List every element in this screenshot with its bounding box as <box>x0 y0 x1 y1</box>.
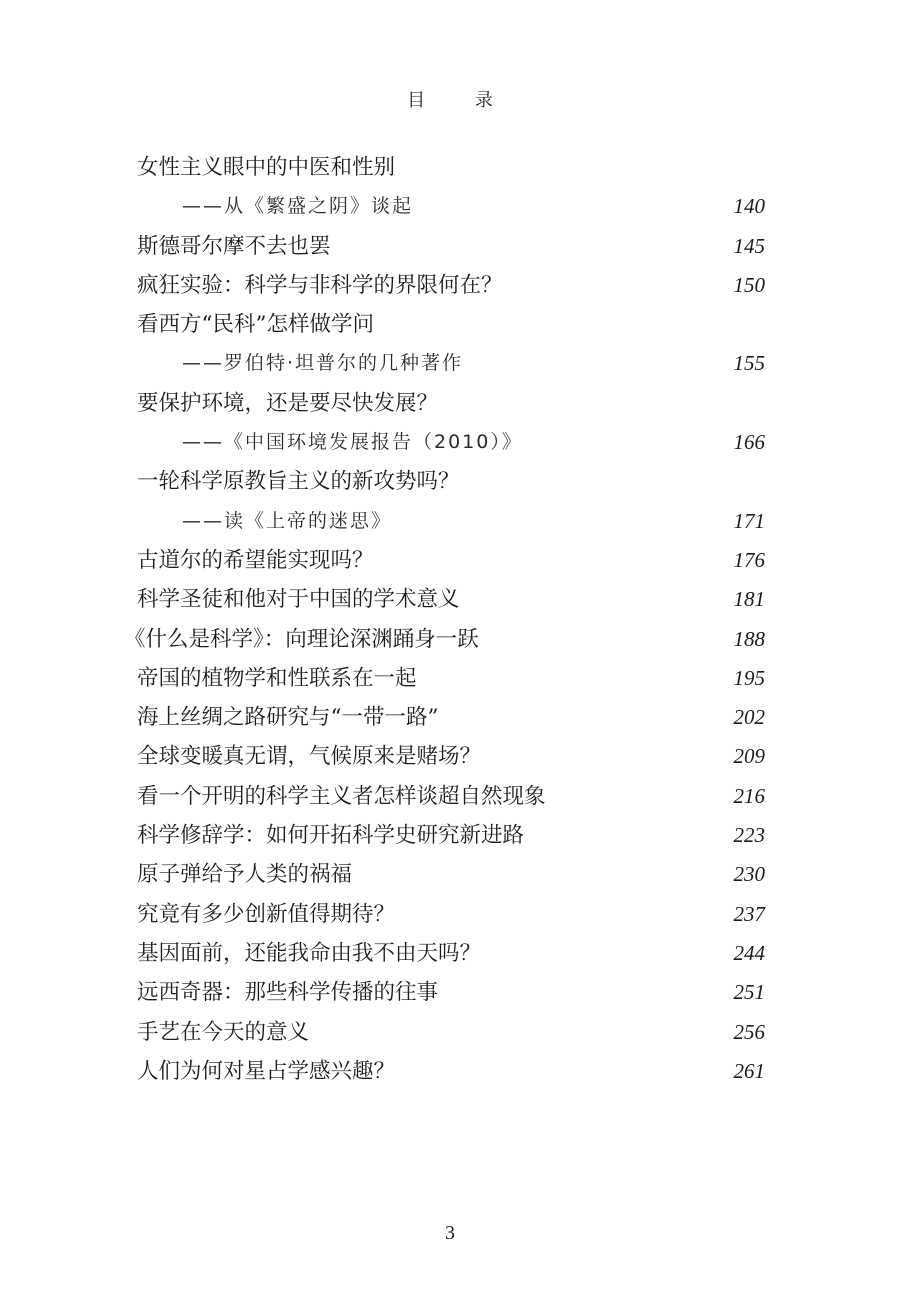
toc-entry-page-number: 176 <box>733 547 765 572</box>
toc-entry <box>0 384 900 423</box>
toc-entry-page-number: 209 <box>733 744 765 769</box>
toc-entry-page-number: 140 <box>733 194 765 219</box>
toc-entry <box>0 620 900 659</box>
toc-entry-title: 海上丝绸之路研究与“一带一路” <box>137 705 439 731</box>
toc-entry <box>0 816 900 855</box>
toc-entry-title: 古道尔的希望能实现吗？ <box>137 547 374 573</box>
toc-entry-page-number: 145 <box>733 233 765 258</box>
toc-entry-title: 科学修辞学：如何开拓科学史研究新进路 <box>137 823 525 849</box>
toc-entry-page-number: 244 <box>733 940 765 965</box>
toc-entry <box>0 777 900 816</box>
toc-entry <box>0 305 900 344</box>
toc-entry <box>0 580 900 619</box>
toc-entry-subtitle: ——《中国环境发展报告（2010）》 <box>182 431 523 454</box>
toc-entry-title: 女性主义眼中的中医和性别 <box>137 155 396 180</box>
toc-entry <box>0 423 900 462</box>
toc-entry <box>0 148 900 187</box>
toc-entry-title: 科学圣徒和他对于中国的学术意义 <box>137 587 460 613</box>
toc-list <box>0 148 900 1091</box>
toc-entry-page-number: 261 <box>733 1058 765 1083</box>
toc-entry-page-number: 216 <box>733 783 765 808</box>
toc-entry-page-number: 150 <box>733 272 765 297</box>
toc-entry <box>0 737 900 776</box>
toc-entry-page-number: 237 <box>733 901 765 926</box>
toc-entry-page-number: 256 <box>733 1019 765 1044</box>
toc-entry-title: 斯德哥尔摩不去也罢 <box>137 233 331 259</box>
toc-entry <box>0 1013 900 1052</box>
toc-entry <box>0 973 900 1012</box>
toc-entry-title: 看一个开明的科学主义者怎样谈超自然现象 <box>137 783 546 809</box>
toc-entry-title: 一轮科学原教旨主义的新攻势吗？ <box>137 469 460 495</box>
toc-entry-title: 究竟有多少创新值得期待？ <box>137 901 396 927</box>
toc-entry-title: 基因面前，还能我命由我不由天吗？ <box>137 940 482 966</box>
toc-entry-page-number: 251 <box>733 980 765 1005</box>
toc-entry <box>0 344 900 383</box>
toc-entry-page-number: 230 <box>733 862 765 887</box>
toc-entry <box>0 541 900 580</box>
toc-entry-subtitle: ——读《上帝的迷思》 <box>182 509 393 532</box>
toc-entry <box>0 502 900 541</box>
toc-entry <box>0 462 900 501</box>
toc-entry-title: 《什么是科学》：向理论深渊踊身一跃 <box>124 626 479 652</box>
toc-entry-page-number: 166 <box>733 430 765 455</box>
toc-entry-page-number: 171 <box>733 508 765 533</box>
toc-entry-title: 远西奇器：那些科学传播的往事 <box>137 980 439 1006</box>
toc-entry <box>0 855 900 894</box>
toc-entry <box>0 1052 900 1091</box>
toc-entry-page-number: 155 <box>733 351 765 376</box>
toc-entry-page-number: 202 <box>733 705 765 730</box>
toc-entry <box>0 698 900 737</box>
toc-entry-title: 要保护环境，还是要尽快发展？ <box>137 390 439 416</box>
toc-entry-title: 全球变暖真无谓，气候原来是赌场？ <box>137 744 482 770</box>
toc-heading: 目 录 <box>407 90 515 111</box>
toc-entry-page-number: 195 <box>733 665 765 690</box>
toc-entry <box>0 934 900 973</box>
toc-entry-title: 看西方“民科”怎样做学问 <box>137 312 374 338</box>
toc-entry <box>0 266 900 305</box>
toc-entry-title: 疯狂实验：科学与非科学的界限何在？ <box>137 272 503 298</box>
toc-entry-page-number: 181 <box>733 587 765 612</box>
toc-entry-title: 帝国的植物学和性联系在一起 <box>137 665 417 691</box>
toc-entry <box>0 659 900 698</box>
toc-entry-subtitle: ——罗伯特·坦普尔的几种著作 <box>182 352 464 375</box>
toc-entry <box>0 187 900 226</box>
toc-entry <box>0 895 900 934</box>
toc-entry-page-number: 223 <box>733 823 765 848</box>
toc-entry-title: 手艺在今天的意义 <box>137 1019 310 1045</box>
toc-entry-subtitle: ——从《繁盛之阴》谈起 <box>182 195 414 218</box>
toc-entry-title: 人们为何对星占学感兴趣？ <box>137 1058 396 1084</box>
page-number: 3 <box>445 1222 455 1244</box>
toc-entry-page-number: 188 <box>733 626 765 651</box>
toc-entry-title: 原子弹给予人类的祸福 <box>137 862 353 888</box>
toc-entry <box>0 227 900 266</box>
